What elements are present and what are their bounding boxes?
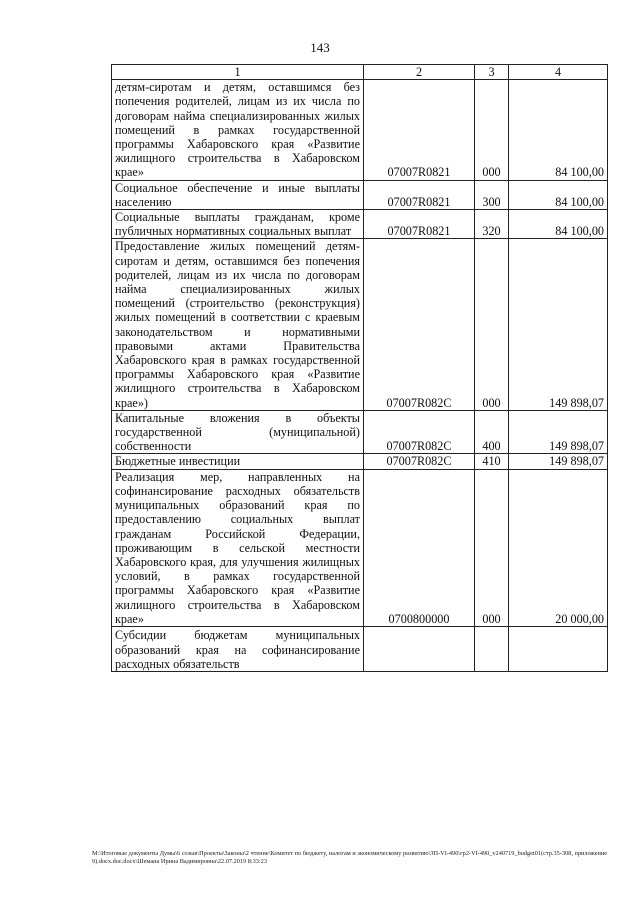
row-sum: 149 898,07 xyxy=(509,239,608,410)
row-description: Бюджетные инвестиции xyxy=(112,454,364,469)
table-row xyxy=(112,210,608,239)
column-header-3: 3 xyxy=(475,65,509,80)
table-header-row xyxy=(112,65,608,80)
row-expense-type: 000 xyxy=(475,80,509,180)
column-header-1: 1 xyxy=(112,65,364,80)
page-number: 143 xyxy=(310,40,330,55)
row-sum: 149 898,07 xyxy=(509,454,608,469)
table-row xyxy=(112,454,608,469)
table-row xyxy=(112,469,608,626)
row-code: 0700800000 xyxy=(364,469,475,626)
row-sum: 149 898,07 xyxy=(509,410,608,454)
row-expense-type: 000 xyxy=(475,239,509,410)
row-description: детям-сиротам и детям, оставшимся без попечения родителей, лицам из их числа по договорам найма специализированных жилых помещений в рамках государственной программы Хабаровского края «Развитие жилищного строительства в Хабаровском крае» xyxy=(112,80,364,180)
row-sum: 84 100,00 xyxy=(509,80,608,180)
row-sum: 84 100,00 xyxy=(509,180,608,209)
table-row xyxy=(112,80,608,180)
row-sum: 20 000,00 xyxy=(509,469,608,626)
row-expense-type: 000 xyxy=(475,469,509,626)
row-code: 07007R082C xyxy=(364,239,475,410)
row-description: Субсидии бюджетам муниципальных образований края на софинансирование расходных обязательств xyxy=(112,626,364,671)
row-code: 07007R0821 xyxy=(364,180,475,209)
row-expense-type: 300 xyxy=(475,180,509,209)
row-expense-type: 320 xyxy=(475,210,509,239)
row-code: 07007R082C xyxy=(364,454,475,469)
row-description: Предоставление жилых помещений детям-сиротам и детям, оставшимся без попечения родителей, лицам из их числа по договорам найма специализированных жилых помещений (строительство (реконструкция) жилых помещений в соответствии с краевым законодательством и нормативными правовыми актами Правительства Хабаровского края в рамках государственной программы Хабаровского края «Развитие жилищного строительства в Хабаровском крае») xyxy=(112,239,364,410)
table-row xyxy=(112,239,608,410)
row-description: Капитальные вложения в объекты государственной (муниципальной) собственности xyxy=(112,410,364,454)
row-code: 07007R082C xyxy=(364,410,475,454)
row-expense-type xyxy=(475,626,509,671)
row-description: Социальное обеспечение и иные выплаты населению xyxy=(112,180,364,209)
file-path-footer: M:\Итоговые документы Думы\6 созыв\Проекты\Законы\2 чтение\Комитет по бюджету, налогам и экономическому развитию\ЗП-VI-490\гр2-VI-490_v240719_budget01(стр.35-308, приложение 9).docx.doc.docx\Шемана Ирина Вадимировна\22.07.2019 8:33:23 xyxy=(92,850,608,865)
row-code: 07007R0821 xyxy=(364,80,475,180)
column-header-4: 4 xyxy=(509,65,608,80)
row-expense-type: 410 xyxy=(475,454,509,469)
budget-table xyxy=(111,64,608,672)
row-expense-type: 400 xyxy=(475,410,509,454)
row-code: 07007R0821 xyxy=(364,210,475,239)
row-sum: 84 100,00 xyxy=(509,210,608,239)
table-row xyxy=(112,626,608,671)
table-row xyxy=(112,410,608,454)
row-description: Социальные выплаты гражданам, кроме публичных нормативных социальных выплат xyxy=(112,210,364,239)
row-code xyxy=(364,626,475,671)
column-header-2: 2 xyxy=(364,65,475,80)
row-description: Реализация мер, направленных на софинансирование расходных обязательств муниципальных образований края по предоставлению социальных выплат гражданам Российской Федерации, проживающим в сельской местности Хабаровского края, для улучшения жилищных условий, в рамках государственной программы Хабаровского края «Развитие жилищного строительства в Хабаровском крае» xyxy=(112,469,364,626)
table-row xyxy=(112,180,608,209)
row-sum xyxy=(509,626,608,671)
